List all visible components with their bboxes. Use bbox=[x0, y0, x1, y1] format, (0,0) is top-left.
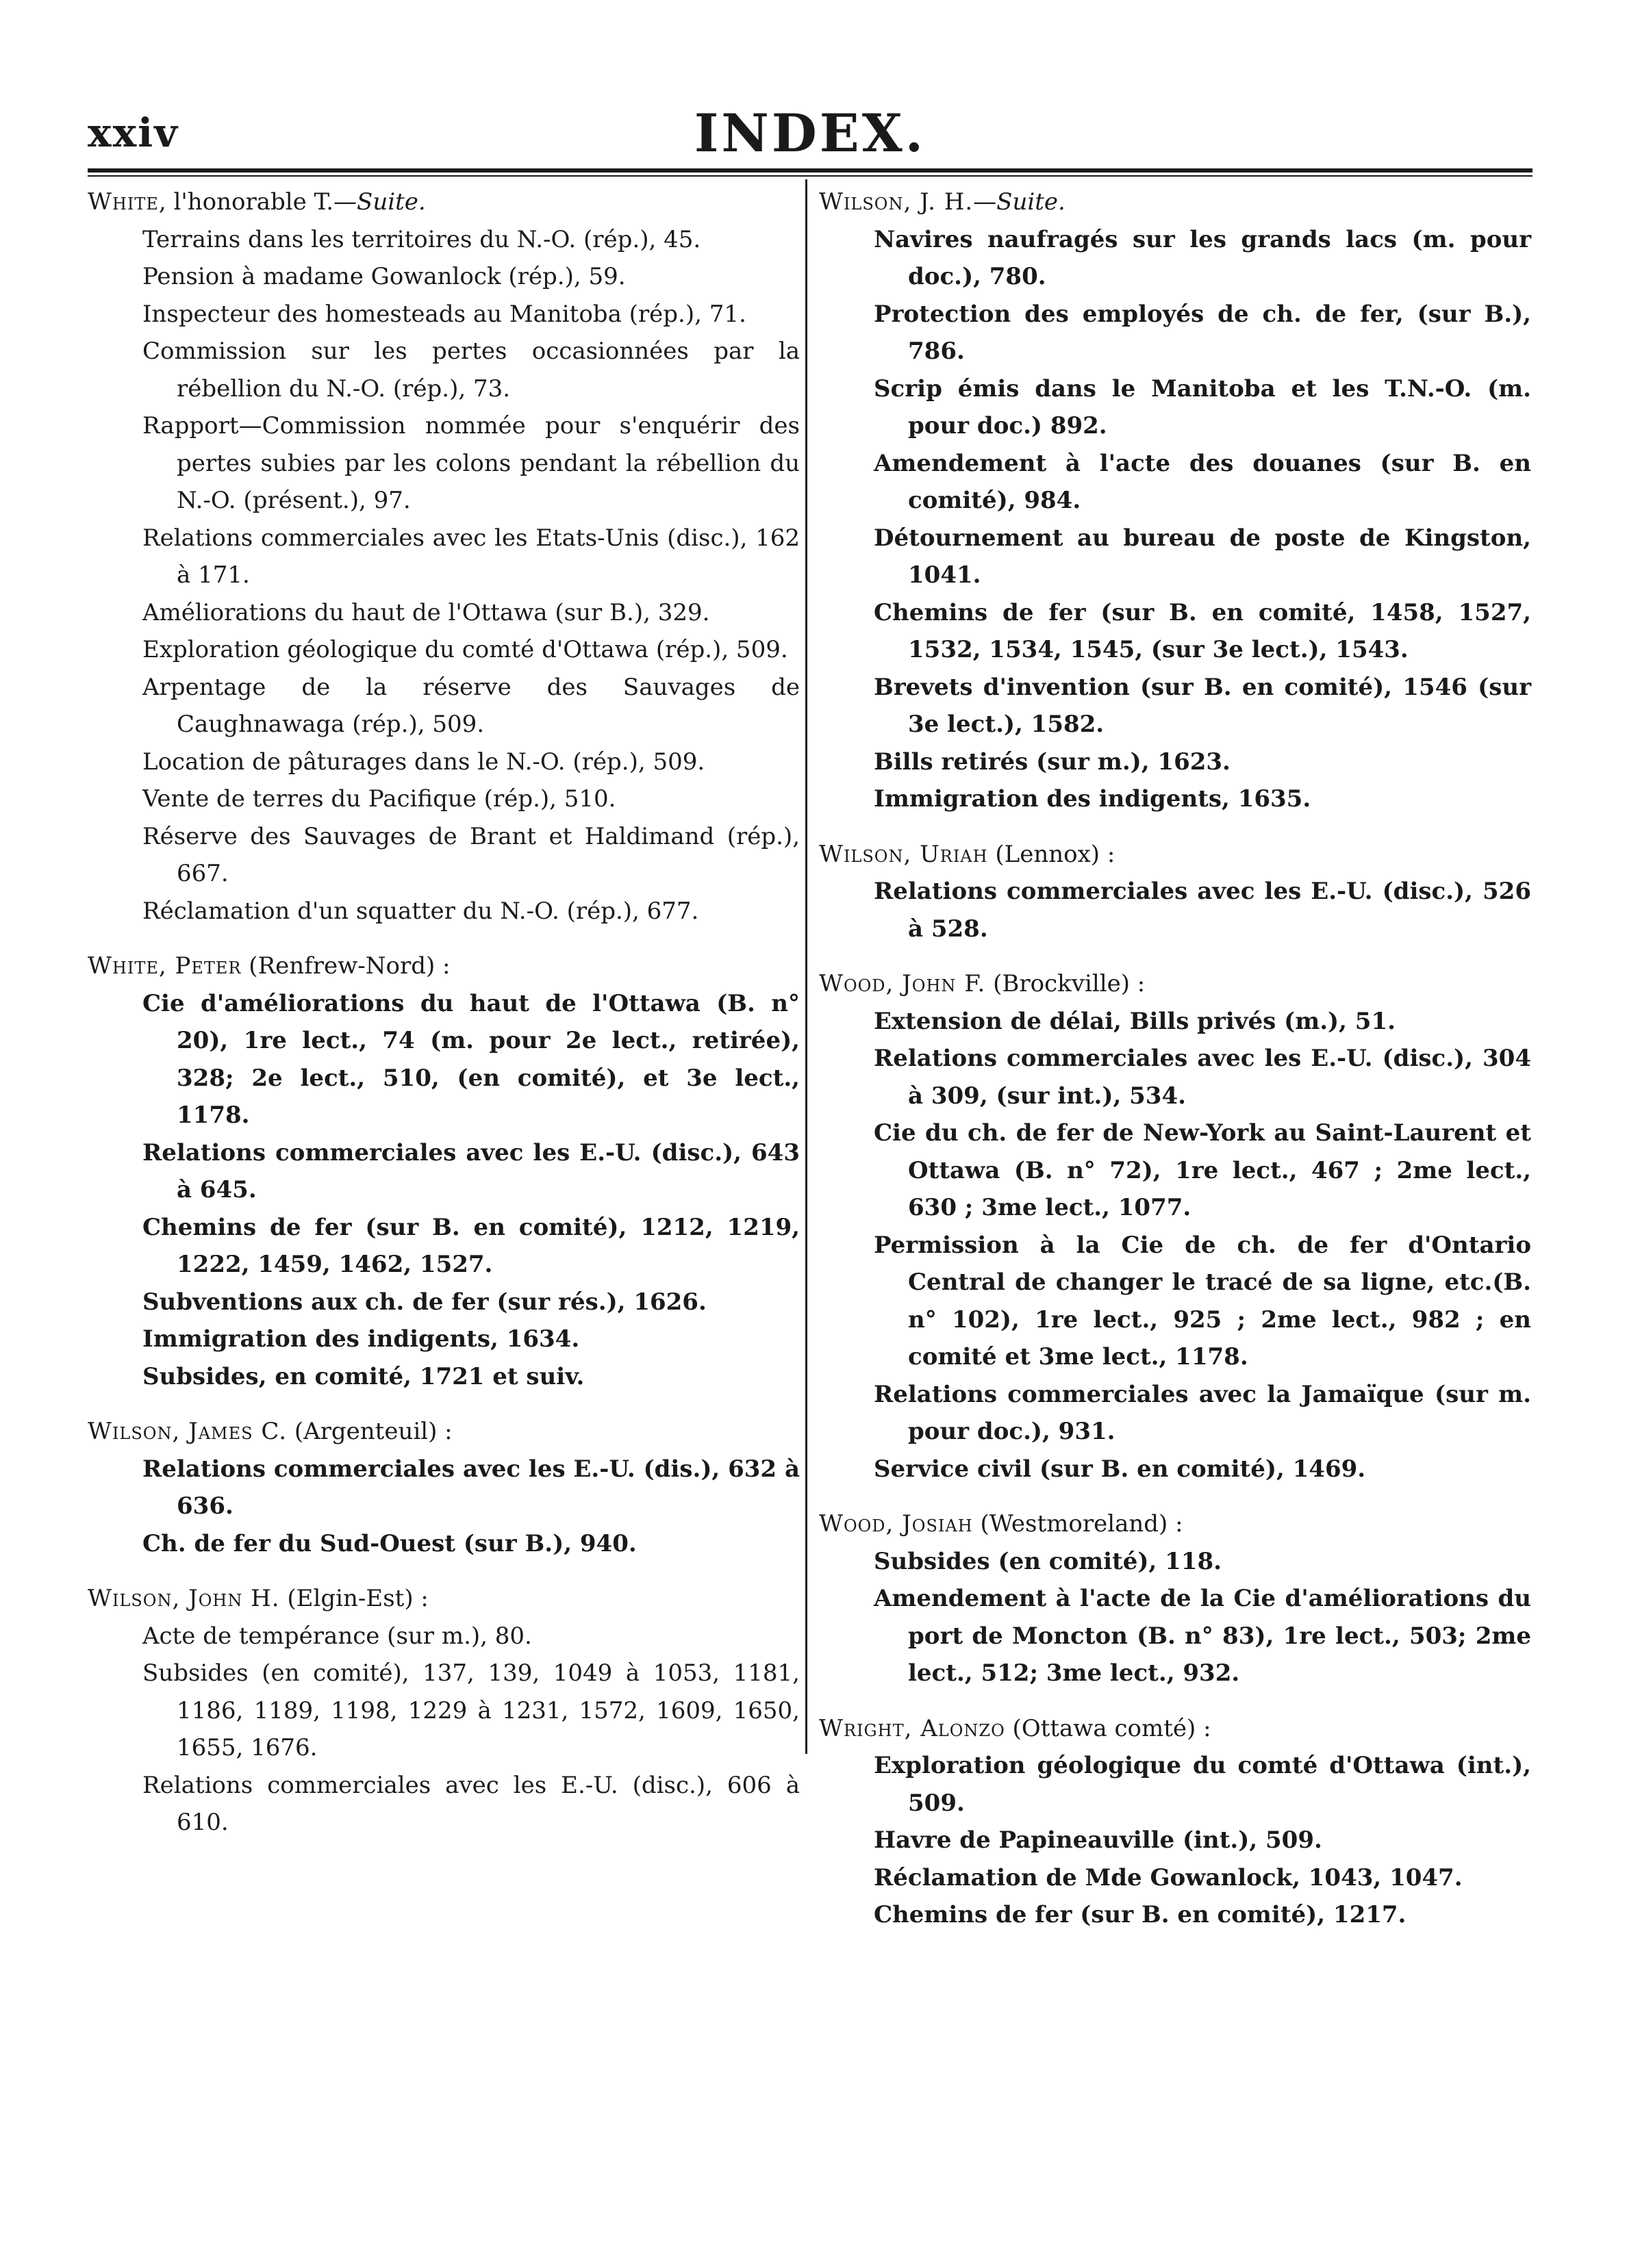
index-item: Relations commerciales avec les E.-U. (dis.), 632 à 636. bbox=[142, 1455, 800, 1520]
index-entry bbox=[819, 1710, 1531, 1934]
index-item: Rapport—Commission nommée pour s'enquérir des pertes subies par les colons pendant la rébellion du N.-O. (présent.), 97. bbox=[142, 412, 800, 514]
entry-heading bbox=[819, 965, 1531, 1003]
entry-heading bbox=[819, 1710, 1531, 1748]
entry-heading bbox=[88, 183, 800, 221]
entry-name: Wood, Josiah bbox=[819, 1510, 973, 1538]
index-item: Protection des employés de ch. de fer, (sur B.), 786. bbox=[874, 300, 1531, 365]
index-item: Chemins de fer (sur B. en comité), 1217. bbox=[874, 1901, 1407, 1928]
entry-name: White bbox=[88, 188, 159, 216]
entry-qualifier: (Lennox) : bbox=[987, 840, 1115, 868]
index-item: Cie d'améliorations du haut de l'Ottawa (B. n° 20), 1re lect., 74 (m. pour 2e lect., retirée), 328; 2e lect., 510, (en comité), et 3e lect., 1178. bbox=[142, 989, 800, 1129]
index-item: Bills retirés (sur m.), 1623. bbox=[874, 748, 1231, 776]
entry-heading bbox=[88, 1580, 800, 1618]
entry-qualifier: (Westmoreland) : bbox=[972, 1510, 1183, 1538]
page-number: xxiv bbox=[88, 110, 179, 156]
index-item: Commission sur les pertes occasionnées par la rébellion du N.-O. (rép.), 73. bbox=[142, 337, 800, 403]
index-item: Chemins de fer (sur B. en comité), 1212, 1219, 1222, 1459, 1462, 1527. bbox=[142, 1213, 800, 1278]
index-item: Ch. de fer du Sud-Ouest (sur B.), 940. bbox=[142, 1529, 637, 1557]
index-item: Extension de délai, Bills privés (m.), 51. bbox=[874, 1007, 1396, 1035]
index-item: Cie du ch. de fer de New-York au Saint-Laurent et Ottawa (B. n° 72), 1re lect., 467 ; 2me lect., 630 ; 3me lect., 1077. bbox=[874, 1119, 1531, 1221]
index-item: Amendement à l'acte des douanes (sur B. en comité), 984. bbox=[874, 449, 1531, 514]
index-item: Subsides, en comité, 1721 et suiv. bbox=[142, 1362, 585, 1390]
index-item: Relations commerciales avec les E.-U. (disc.), 643 à 645. bbox=[142, 1138, 800, 1203]
entry-heading bbox=[819, 836, 1531, 874]
index-item: Exploration géologique du comté d'Ottawa (int.), 509. bbox=[874, 1752, 1531, 1817]
right-column bbox=[819, 183, 1531, 1952]
entry-suite: Suite. bbox=[357, 188, 426, 216]
index-item: Scrip émis dans le Manitoba et les T.N.-O. (m. pour doc.) 892. bbox=[874, 374, 1531, 439]
index-item: Améliorations du haut de l'Ottawa (sur B.), 329. bbox=[142, 598, 710, 626]
index-item: Relations commerciales avec les E.-U. (disc.), 606 à 610. bbox=[142, 1771, 800, 1836]
index-item: Réclamation d'un squatter du N.-O. (rép.), 677. bbox=[142, 897, 699, 925]
entry-qualifier: (Ottawa comté) : bbox=[1005, 1714, 1211, 1742]
index-entry bbox=[819, 965, 1531, 1488]
index-item: Navires naufragés sur les grands lacs (m. pour doc.), 780. bbox=[874, 225, 1531, 290]
index-item: Acte de tempérance (sur m.), 80. bbox=[142, 1622, 532, 1650]
index-entry bbox=[88, 183, 800, 930]
column-divider bbox=[805, 179, 807, 1754]
index-item: Location de pâturages dans le N.-O. (rép.), 509. bbox=[142, 748, 705, 776]
index-item: Subsides (en comité), 118. bbox=[874, 1547, 1222, 1575]
index-item: Terrains dans les territoires du N.-O. (rép.), 45. bbox=[142, 225, 701, 253]
index-item: Relations commerciales avec les Etats-Unis (disc.), 162 à 171. bbox=[142, 524, 800, 589]
index-item: Immigration des indigents, 1634. bbox=[142, 1325, 580, 1353]
entry-heading bbox=[88, 947, 800, 985]
entry-qualifier: (Elgin-Est) : bbox=[279, 1585, 429, 1612]
index-item: Service civil (sur B. en comité), 1469. bbox=[874, 1455, 1366, 1483]
entry-suite: Suite. bbox=[996, 188, 1065, 216]
entry-qualifier: , l'honorable T.— bbox=[158, 188, 357, 216]
index-item: Chemins de fer (sur B. en comité, 1458, 1527, 1532, 1534, 1545, (sur 3e lect.), 1543. bbox=[874, 598, 1531, 663]
index-item: Arpentage de la réserve des Sauvages de Caughnawaga (rép.), 509. bbox=[142, 673, 800, 738]
page-header bbox=[88, 96, 1533, 171]
index-item: Subventions aux ch. de fer (sur rés.), 1626. bbox=[142, 1288, 707, 1316]
entry-name: Wilson, John H. bbox=[88, 1585, 280, 1612]
index-item: Havre de Papineauville (int.), 509. bbox=[874, 1826, 1322, 1854]
entry-name: Wilson, Uriah bbox=[819, 840, 988, 868]
index-item: Amendement à l'acte de la Cie d'améliorations du port de Moncton (B. n° 83), 1re lect., 503; 2me lect., 512; 3me lect., 932. bbox=[874, 1585, 1531, 1687]
index-item: Vente de terres du Pacifique (rép.), 510. bbox=[142, 785, 616, 813]
index-item: Relations commerciales avec la Jamaïque (sur m. pour doc.), 931. bbox=[874, 1380, 1531, 1445]
entry-qualifier: (Renfrew-Nord) : bbox=[241, 952, 451, 980]
index-entry bbox=[819, 1505, 1531, 1692]
entry-heading bbox=[819, 183, 1531, 221]
index-entry bbox=[88, 1413, 800, 1562]
index-item: Réclamation de Mde Gowanlock, 1043, 1047. bbox=[874, 1863, 1463, 1891]
index-item: Subsides (en comité), 137, 139, 1049 à 1053, 1181, 1186, 1189, 1198, 1229 à 1231, 1572, 1609, 1650, 1655, 1676. bbox=[142, 1659, 800, 1761]
index-item: Réserve des Sauvages de Brant et Haldimand (rép.), 667. bbox=[142, 822, 800, 887]
entry-name: Wilson, James C. bbox=[88, 1418, 288, 1445]
index-item: Relations commerciales avec les E.-U. (disc.), 526 à 528. bbox=[874, 878, 1531, 943]
index-item: Immigration des indigents, 1635. bbox=[874, 785, 1311, 813]
index-item: Permission à la Cie de ch. de fer d'Ontario Central de changer le tracé de sa ligne, etc.(B. n° 102), 1re lect., 925 ; 2me lect., 982 ; en comité et 3me lect., 1178. bbox=[874, 1231, 1531, 1371]
index-entry bbox=[88, 1580, 800, 1842]
index-item: Exploration géologique du comté d'Ottawa (rép.), 509. bbox=[142, 636, 788, 663]
entry-qualifier: (Brockville) : bbox=[985, 970, 1146, 997]
index-entry bbox=[819, 183, 1531, 818]
index-item: Détournement au bureau de poste de Kingston, 1041. bbox=[874, 524, 1531, 589]
index-item: Inspecteur des homesteads au Manitoba (rép.), 71. bbox=[142, 300, 746, 328]
entry-name: Wilson, J. H. bbox=[819, 188, 974, 216]
entry-heading bbox=[88, 1413, 800, 1451]
entry-qualifier: (Argenteuil) : bbox=[287, 1418, 453, 1445]
entry-heading bbox=[819, 1505, 1531, 1543]
page-title: INDEX. bbox=[694, 103, 926, 164]
entry-qualifier: — bbox=[973, 188, 997, 216]
index-entry bbox=[88, 947, 800, 1395]
index-item: Brevets d'invention (sur B. en comité), 1546 (sur 3e lect.), 1582. bbox=[874, 673, 1531, 738]
index-entry bbox=[819, 836, 1531, 948]
header-rule-thick bbox=[88, 168, 1533, 173]
entry-name: White, Peter bbox=[88, 952, 242, 980]
entry-name: Wood, John F. bbox=[819, 970, 986, 997]
header-rule-thin bbox=[88, 175, 1533, 177]
index-item: Relations commerciales avec les E.-U. (disc.), 304 à 309, (sur int.), 534. bbox=[874, 1045, 1531, 1110]
index-item: Pension à madame Gowanlock (rép.), 59. bbox=[142, 263, 626, 290]
left-column bbox=[88, 183, 800, 1859]
entry-name: Wright, Alonzo bbox=[819, 1714, 1005, 1742]
